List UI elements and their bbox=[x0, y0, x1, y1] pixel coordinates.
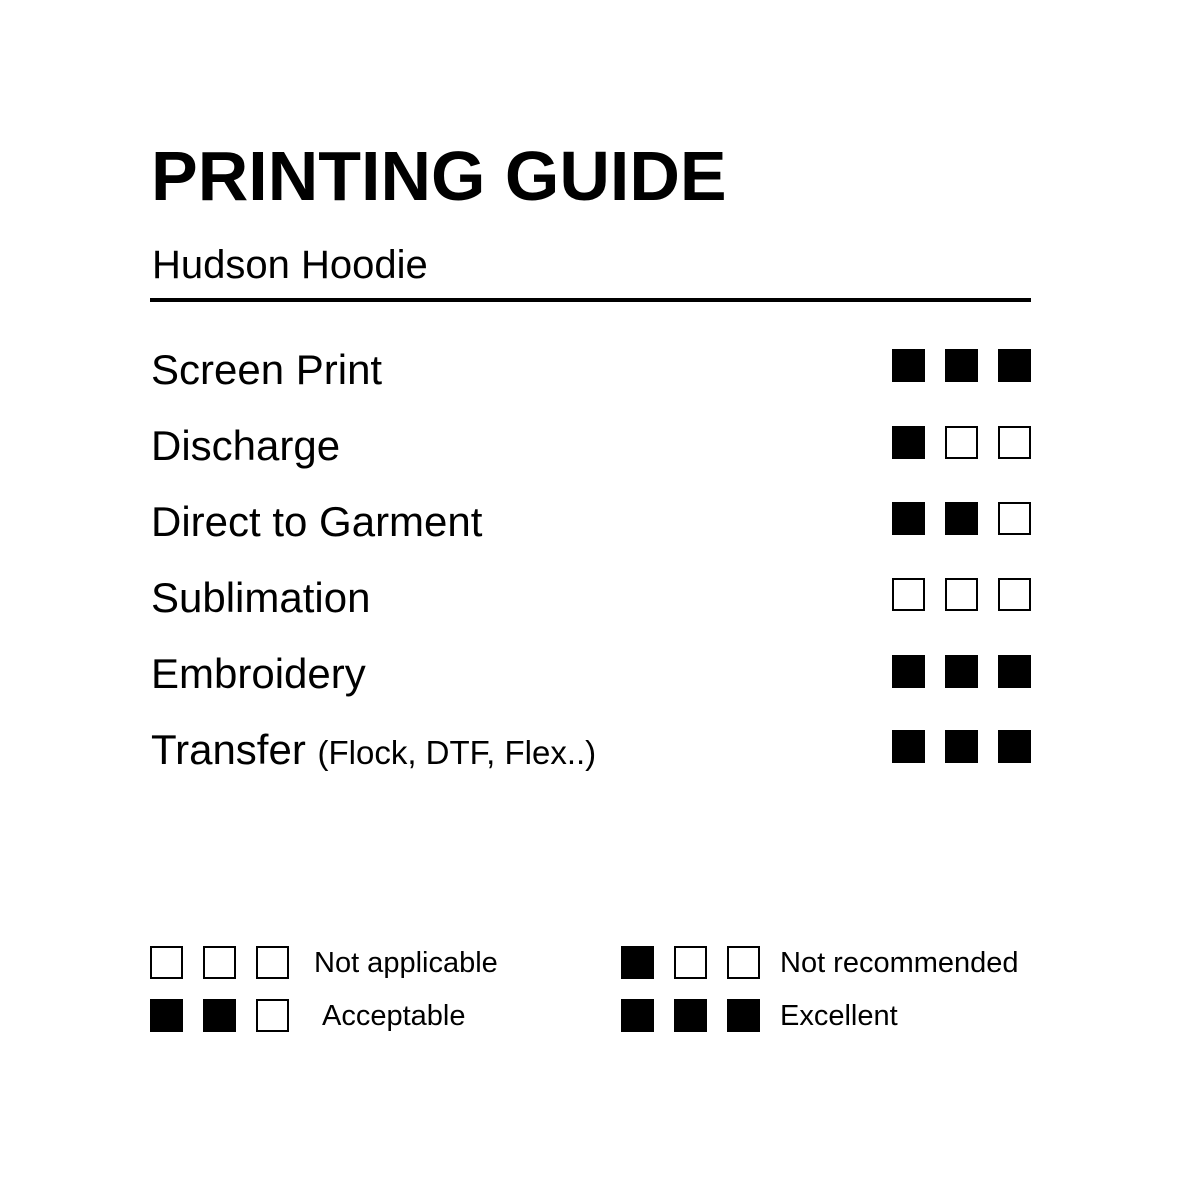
method-row bbox=[150, 416, 1031, 476]
method-label bbox=[151, 720, 596, 783]
rating-square bbox=[621, 946, 654, 979]
rating-square bbox=[256, 999, 289, 1032]
rating-square bbox=[892, 655, 925, 688]
method-label bbox=[151, 492, 482, 552]
legend-item bbox=[621, 946, 1041, 980]
rating-squares bbox=[892, 349, 1031, 382]
legend-label: Acceptable bbox=[322, 1000, 466, 1032]
rating-square bbox=[674, 999, 707, 1032]
rating-square bbox=[203, 946, 236, 979]
rating-square bbox=[945, 349, 978, 382]
method-label bbox=[151, 644, 366, 704]
legend-label: Excellent bbox=[780, 1000, 898, 1032]
rating-square bbox=[945, 730, 978, 763]
legend-label: Not applicable bbox=[314, 947, 498, 979]
method-name: Screen Print bbox=[151, 346, 383, 393]
divider bbox=[150, 298, 1031, 302]
method-label bbox=[151, 416, 340, 476]
rating-square bbox=[998, 655, 1031, 688]
method-row bbox=[150, 340, 1031, 400]
rating-square bbox=[727, 999, 760, 1032]
page-title: PRINTING GUIDE bbox=[151, 137, 727, 215]
method-label bbox=[151, 568, 370, 628]
rating-square bbox=[892, 426, 925, 459]
rating-square bbox=[892, 730, 925, 763]
method-row bbox=[150, 568, 1031, 628]
rating-square bbox=[203, 999, 236, 1032]
rating-square bbox=[727, 946, 760, 979]
legend-item bbox=[150, 946, 570, 980]
method-name: Discharge bbox=[151, 422, 341, 469]
legend-squares bbox=[150, 999, 289, 1032]
method-row bbox=[150, 720, 1031, 780]
legend-squares bbox=[150, 946, 289, 979]
method-label bbox=[151, 340, 382, 400]
method-name: Sublimation bbox=[151, 574, 371, 621]
product-name: Hudson Hoodie bbox=[152, 243, 428, 287]
legend-item bbox=[621, 999, 1041, 1033]
rating-square bbox=[945, 502, 978, 535]
method-note: (Flock, DTF, Flex..) bbox=[317, 734, 597, 771]
rating-squares bbox=[892, 578, 1031, 611]
rating-squares bbox=[892, 502, 1031, 535]
rating-square bbox=[150, 999, 183, 1032]
legend-label: Not recommended bbox=[780, 947, 1019, 979]
method-name: Embroidery bbox=[151, 650, 366, 697]
rating-square bbox=[621, 999, 654, 1032]
method-row bbox=[150, 644, 1031, 704]
rating-square bbox=[998, 502, 1031, 535]
rating-square bbox=[998, 426, 1031, 459]
legend-squares bbox=[621, 946, 760, 979]
rating-squares bbox=[892, 730, 1031, 763]
rating-square bbox=[256, 946, 289, 979]
rating-square bbox=[945, 578, 978, 611]
method-name: Direct to Garment bbox=[151, 498, 483, 545]
legend-item bbox=[150, 999, 570, 1033]
rating-square bbox=[892, 502, 925, 535]
method-name: Transfer bbox=[151, 726, 306, 773]
rating-square bbox=[998, 578, 1031, 611]
rating-squares bbox=[892, 426, 1031, 459]
method-row bbox=[150, 492, 1031, 552]
rating-square bbox=[892, 578, 925, 611]
rating-square bbox=[998, 349, 1031, 382]
rating-square bbox=[150, 946, 183, 979]
rating-square bbox=[998, 730, 1031, 763]
legend-squares bbox=[621, 999, 760, 1032]
rating-square bbox=[892, 349, 925, 382]
rating-squares bbox=[892, 655, 1031, 688]
rating-square bbox=[945, 655, 978, 688]
rating-square bbox=[674, 946, 707, 979]
rating-square bbox=[945, 426, 978, 459]
